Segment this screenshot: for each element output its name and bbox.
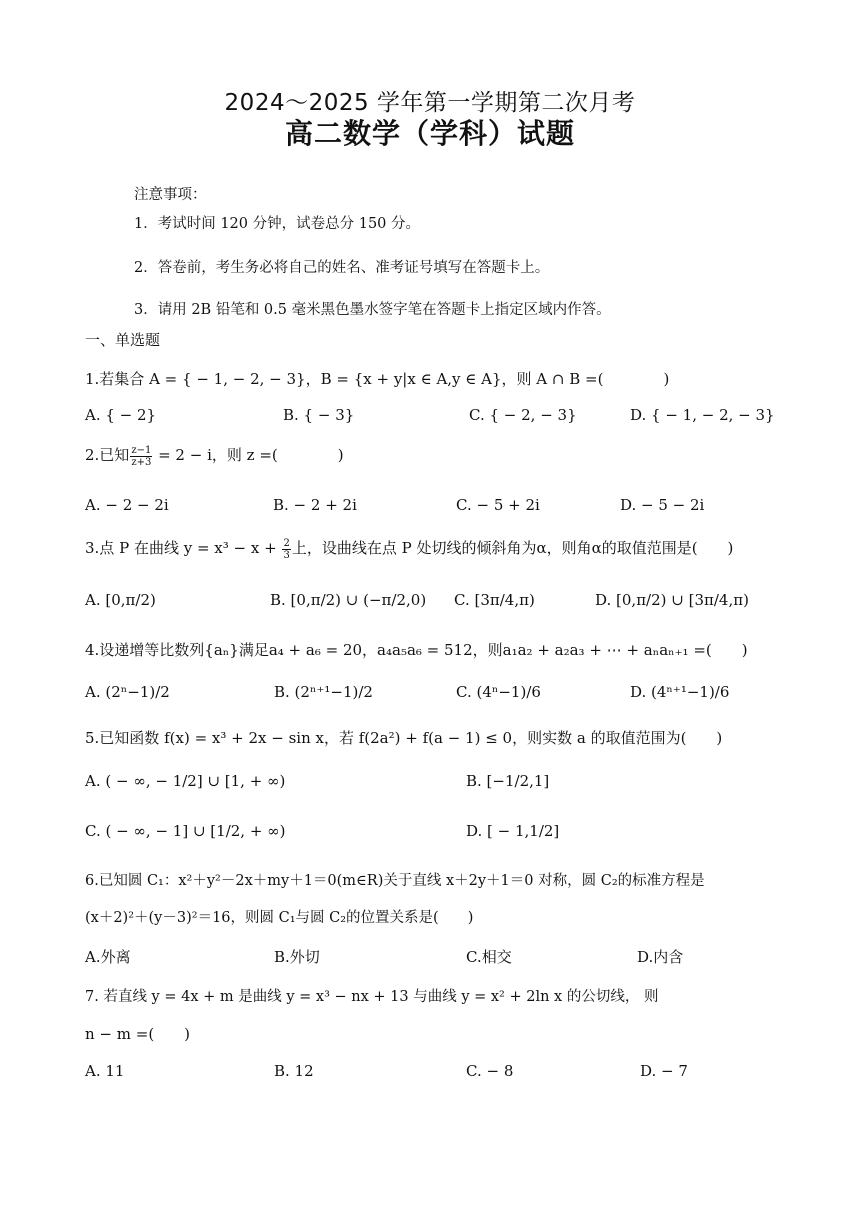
question-3-stem-suffix: 上，设曲线在点 P 处切线的倾斜角为α，则角α的取值范围是( ) xyxy=(291,539,734,557)
question-7-option-c: C. − 8 xyxy=(466,1062,514,1080)
question-5-option-d: D. [ − 1,1/2] xyxy=(466,822,560,840)
question-1-option-a: A. { − 2} xyxy=(85,406,157,424)
question-6-stem-line-1: 6.已知圆 C₁：x²＋y²－2x＋my＋1＝0(m∈R)关于直线 x＋2y＋1＝0 对称，圆 C₂的标准方程是 xyxy=(85,873,705,889)
question-1-option-c: C. { − 2, − 3} xyxy=(469,406,577,424)
exam-subtitle: 高二数学（学科）试题 xyxy=(284,117,575,150)
question-6-option-d: D.内含 xyxy=(637,948,684,966)
question-3-fraction xyxy=(282,538,290,561)
question-4-option-c: C. (4ⁿ−1)/6 xyxy=(456,683,541,701)
question-3-option-c: C. [3π/4,π) xyxy=(454,591,535,609)
question-2-stem-prefix: 2.已知 xyxy=(85,446,130,464)
notice-item-1: 1．考试时间 120 分钟，试卷总分 150 分。 xyxy=(134,216,421,232)
question-3-stem xyxy=(85,537,733,561)
question-2-option-a: A. − 2 − 2i xyxy=(85,496,169,514)
question-6-option-a: A.外离 xyxy=(85,948,131,966)
question-4-option-a: A. (2ⁿ−1)/2 xyxy=(85,683,170,701)
question-6-option-c: C.相交 xyxy=(466,948,512,966)
question-1-option-d: D. { − 1, − 2, − 3} xyxy=(630,406,775,424)
question-5-option-a: A. ( − ∞, − 1/2] ∪ [1, + ∞) xyxy=(85,772,286,790)
question-4-option-d: D. (4ⁿ⁺¹−1)/6 xyxy=(630,683,730,701)
question-7-option-d: D. − 7 xyxy=(640,1062,688,1080)
question-3-option-a: A. [0,π/2) xyxy=(85,591,156,609)
question-2-stem-suffix: = 2 − i，则 z =( ) xyxy=(153,446,344,464)
question-3-frac-num: 2 xyxy=(283,537,290,549)
question-5-stem: 5.已知函数 f(x) = x³ + 2x − sin x，若 f(2a²) + f(a − 1) ≤ 0，则实数 a 的取值范围为( ) xyxy=(85,729,723,747)
question-5-option-c: C. ( − ∞, − 1] ∪ [1/2, + ∞) xyxy=(85,822,286,840)
question-6-option-b: B.外切 xyxy=(274,948,320,966)
question-2-option-c: C. − 5 + 2i xyxy=(456,496,540,514)
question-7-option-a: A. 11 xyxy=(85,1062,125,1080)
question-2-frac-den: z+3 xyxy=(131,456,152,468)
question-3-option-b: B. [0,π/2) ∪ (−π/2,0) xyxy=(270,591,427,609)
notice-item-3: 3．请用 2B 铅笔和 0.5 毫米黑色墨水签字笔在答题卡上指定区域内作答。 xyxy=(134,302,611,318)
question-7-stem-line-2: n − m =( ) xyxy=(85,1025,191,1043)
question-2-fraction xyxy=(130,445,152,468)
question-6-stem-line-2: (x＋2)²＋(y－3)²＝16，则圆 C₁与圆 C₂的位置关系是( ) xyxy=(85,910,474,926)
question-1-stem: 1.若集合 A = { − 1, − 2, − 3}，B = {x + y|x ∈ A,y ∈ A}，则 A ∩ B =( ) xyxy=(85,370,670,388)
question-5-option-b: B. [−1/2,1] xyxy=(466,772,550,790)
exam-title: 2024～2025 学年第一学期第二次月考 xyxy=(224,90,636,116)
question-3-option-d: D. [0,π/2) ∪ [3π/4,π) xyxy=(595,591,749,609)
question-2-stem xyxy=(85,444,344,468)
question-2-frac-num: z−1 xyxy=(131,444,152,456)
question-1-option-b: B. { − 3} xyxy=(283,406,355,424)
question-7-option-b: B. 12 xyxy=(274,1062,314,1080)
question-4-option-b: B. (2ⁿ⁺¹−1)/2 xyxy=(274,683,373,701)
notice-item-2: 2．答卷前，考生务必将自己的姓名、准考证号填写在答题卡上。 xyxy=(134,260,550,276)
section-title: 一、单选题 xyxy=(85,331,161,349)
question-4-stem: 4.设递增等比数列{aₙ}满足a₄ + a₆ = 20，a₄a₅a₆ = 512，则a₁a₂ + a₂a₃ + ⋯ + aₙaₙ₊₁ =( ) xyxy=(85,641,748,659)
question-3-frac-den: 3 xyxy=(283,549,290,561)
question-3-stem-prefix: 3.点 P 在曲线 y = x³ − x + xyxy=(85,539,282,557)
question-2-option-d: D. − 5 − 2i xyxy=(620,496,705,514)
question-7-stem-line-1: 7. 若直线 y = 4x + m 是曲线 y = x³ − nx + 13 与曲线 y = x² + 2ln x 的公切线， 则 xyxy=(85,989,659,1005)
question-2-option-b: B. − 2 + 2i xyxy=(273,496,357,514)
notice-heading: 注意事项： xyxy=(134,187,207,203)
